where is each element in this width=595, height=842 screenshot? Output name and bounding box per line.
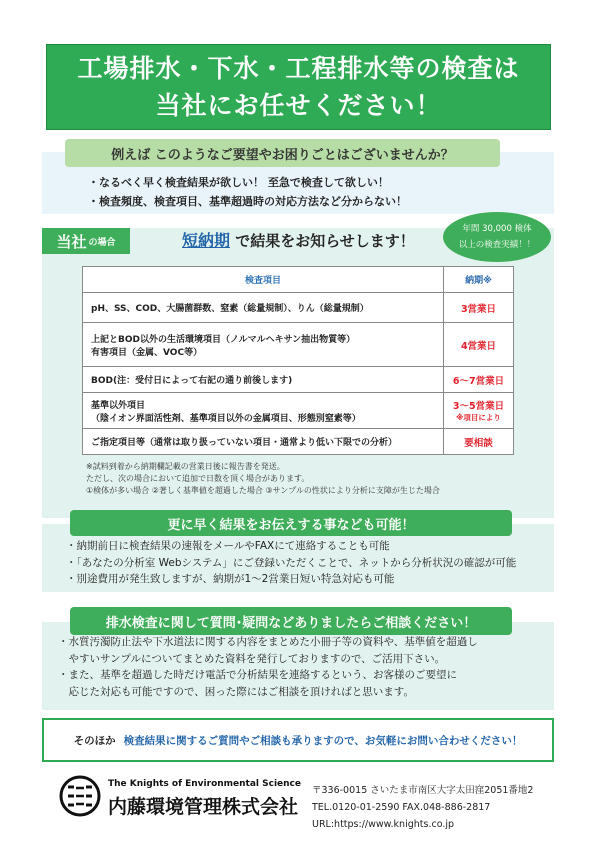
faster-heading: 更に早く結果をお伝えする事なども可能！ [70, 510, 512, 536]
list-item: ・「あなたの分析室 Webシステム」にご登録いただくことで、ネットから分析状況の確認が可能 [66, 556, 517, 569]
row-due: 6〜7営業日 [444, 367, 514, 393]
list-item: 応じた対応も可能ですので、困った際にはご相談を頂ければと思います。 [58, 685, 414, 698]
title-banner [46, 44, 551, 130]
delivery-notes: ※試料到着から納期欄記載の営業日後に報告書を発送。 ただし、次の場合において追加で日数を頂く場合があります。 ①検体が多い場合 ②著しく基準値を超過した場合 ③サンプルの性状により分析に支障が生じた場合 [86, 462, 440, 495]
company-name-jp: 内藤環境管理株式会社 [108, 796, 299, 818]
our-case-badge: 当社 の場合 [42, 228, 130, 254]
table-row [83, 367, 514, 393]
header-due: 納期※ [444, 267, 514, 293]
title-line-2: 当社にお任せください！ [155, 91, 442, 120]
company-logo-icon [58, 774, 102, 818]
requests-heading: 例えば このようなご要望やお困りごとはございませんか？ [65, 139, 500, 167]
table-row [83, 293, 514, 323]
contact-message: 検査結果に関するご質問やご相談も承りますので、お気軽にお問い合わせください！ [123, 734, 523, 747]
consult-list [58, 634, 478, 700]
request-item-2: ・検査頻度、検査項目、基準超過時の対応方法など分からない！ [88, 195, 407, 208]
delivery-table [82, 266, 514, 455]
table-row [83, 429, 514, 455]
consult-heading: 排水検査に関して質問･疑問などありましたらご相談ください！ [70, 607, 512, 635]
company-phone-fax: TEL.0120-01-2590 FAX.048-886-2817 [312, 802, 491, 813]
row-due: 要相談 [444, 429, 514, 455]
row-due: 3〜5営業日 ※項目により [444, 393, 514, 429]
requests-list [88, 173, 407, 211]
company-address: 〒336-0015 さいたま市南区大字太田窪2051番地2 [312, 785, 534, 796]
list-item: やすいサンプルについてまとめた資料を発行しておりますので、ご活用下さい。 [58, 652, 446, 665]
table-header-row [83, 267, 514, 293]
table-row [83, 393, 514, 429]
title-line-1: 工場排水・下水・工程排水等の検査は [77, 54, 520, 83]
short-delivery-highlight: 短納期 [182, 231, 231, 250]
row-due: 3営業日 [444, 293, 514, 323]
row-item: BOD(注：受付日によって右記の通り前後します) [83, 367, 444, 393]
list-item: ・また、基準を超過した時だけ電話で分析結果を連絡するという、お客様のご要望に [58, 669, 457, 681]
list-item: ・別途費用が発生致しますが、納期が1〜2営業日短い特急対応も可能 [66, 573, 395, 585]
list-item: ・納期前日に検査結果の速報をメールやFAXにて連絡することも可能 [66, 540, 390, 552]
table-row [83, 323, 514, 367]
list-item: ・水質汚濁防止法や下水道法に関する内容をまとめた小冊子等の資料や、基準値を超過し [58, 636, 478, 648]
offer-headline-rest: で結果をお知らせします！ [235, 232, 415, 250]
request-item-1: ・なるべく早く検査結果が欲しい！ 至急で検査して欲しい！ [88, 176, 389, 189]
row-item: ご指定項目等（通常は取り扱っていない項目・通常より低い下限での分析） [83, 429, 444, 455]
row-item: 基準以外項目 （陰イオン界面活性剤、基準項目以外の金属項目、形態別窒素等） [83, 393, 444, 429]
contact-lead: そのほか [73, 734, 116, 747]
contact-message-box [42, 718, 554, 762]
offer-headline [182, 228, 415, 254]
track-record-oval: 年間 30,000 検体 以上の検査実績！！ [443, 212, 551, 262]
company-contact [312, 782, 533, 833]
company-url[interactable]: URL:https://www.knights.co.jp [312, 819, 455, 830]
faster-list [66, 538, 516, 588]
header-item: 検査項目 [83, 267, 444, 293]
row-item: pH、SS、COD、大腸菌群数、窒素（総量規制）、りん（総量規制） [83, 293, 444, 323]
row-item: 上記とBOD以外の生活環境項目（ノルマルヘキサン抽出物質等） 有害項目（金属、VOC等） [83, 323, 444, 367]
row-due: 4営業日 [444, 323, 514, 367]
company-name-en: The Knights of Environmental Science [108, 779, 301, 789]
